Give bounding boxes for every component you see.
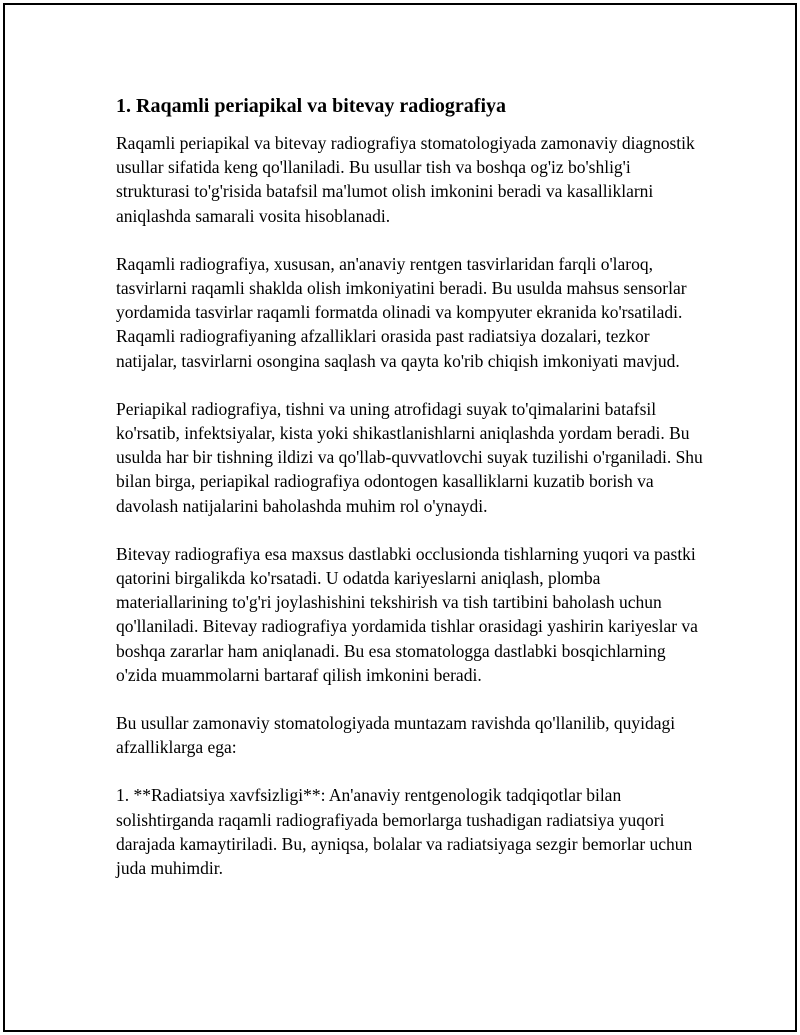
document-body (116, 91, 706, 904)
paragraph-intro: Raqamli periapikal va bitevay radiografiya stomatologiyada zamonaviy diagnostik usullar sifatida keng qo'llaniladi. Bu usullar tish va boshqa og'iz bo'shlig'i strukturasi to'g'risida batafsil ma'lumot olish imkonini beradi va kasalliklarni aniqlashda samarali vosita hisoblanadi. (116, 133, 695, 226)
paragraph-periapical: Periapikal radiografiya, tishni va uning atrofidagi suyak to'qimalarini batafsil ko'rsatib, infektsiyalar, kista yoki shikastlanishlarni aniqlashda yordam beradi. Bu usulda har bir tishning ildizi va qo'llab-quvvatlovchi suyak tuzilishi o'rganiladi. Shu bilan birga, periapikal radiografiya odontogen kasalliklarni kuzatib borish va davolash natijalarini baholashda muhim rol o'ynaydi. (116, 398, 703, 516)
paragraph-bitewing: Bitevay radiografiya esa maxsus dastlabki occlusionda tishlarning yuqori va pastki qatorini birgalikda ko'rsatadi. U odatda kariyeslarni aniqlash, plomba materiallarining to'g'ri joylashishini tekshirish va tish tartibini baholash uchun qo'llaniladi. Bitevay radiografiya yordamida tishlar orasidagi yashirin kariyeslar va boshqa zararlar ham aniqlanadi. Bu esa stomatologga dastlabki bosqichlarning o'zida muammolarni bartaraf qilish imkonini beradi. (116, 543, 698, 685)
paragraph-advantages-intro: Bu usullar zamonaviy stomatologiyada muntazam ravishda qo'llanilib, quyidagi afzalliklarga ega: (116, 713, 676, 758)
section-heading: 1. Raqamli periapikal va bitevay radiografiya (116, 95, 506, 117)
paragraph-radiation-safety: 1. **Radiatsiya xavfsizligi**: An'anaviy rentgenologik tadqiqotlar bilan solishtirganda raqamli radiografiyada bemorlarga tushadigan radiatsiya yuqori darajada kamaytiriladi. Bu, ayniqsa, bolalar va radiatsiyaga sezgir bemorlar uchun juda muhimdir. (116, 785, 693, 879)
paragraph-digital-radiography: Raqamli radiografiya, xususan, an'anaviy rentgen tasvirlaridan farqli o'laroq, tasvirlarni raqamli shaklda olish imkoniyatini beradi. Bu usulda mahsus sensorlar yordamida tasvirlar raqamli formatda olinadi va kompyuter ekranida ko'rsatiladi. Raqamli radiografiyaning afzalliklari orasida past radiatsiya dozalari, tezkor natijalar, tasvirlarni osongina saqlash va qayta ko'rib chiqish imkoniyati mavjud. (116, 253, 687, 371)
